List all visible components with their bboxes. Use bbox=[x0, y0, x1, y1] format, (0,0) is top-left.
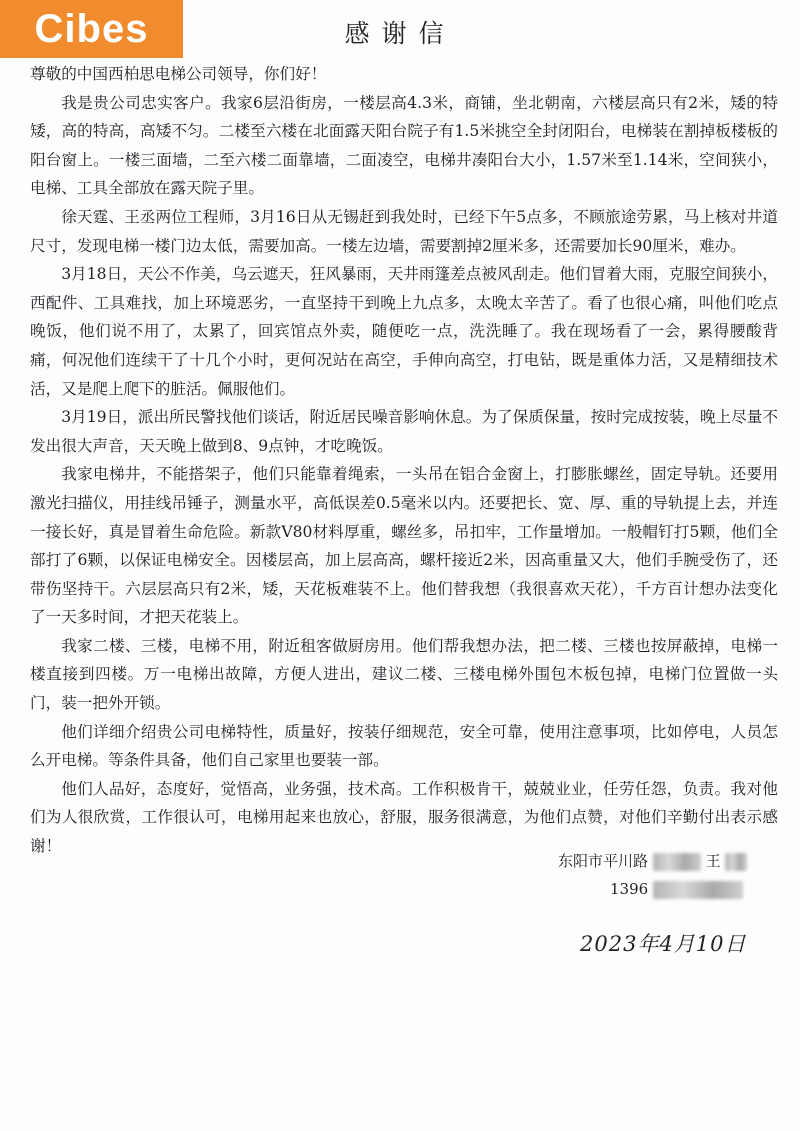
signature-address-line bbox=[558, 850, 798, 871]
salutation: 尊敬的中国西柏思电梯公司领导，你们好！ bbox=[30, 65, 327, 83]
paragraph-installation: 我家电梯井，不能搭架子，他们只能靠着绳索，一头吊在铝合金窗上，打膨胀螺丝，固定导轨。还要用激光扫描仪，用挂线吊锤子，测量水平，高低误差0.5毫米以内。还要把长、宽、厚、重的导轨提上去，并连一接长好，真是冒着生命危险。新款V80材料厚重，螺丝多，吊扣牢，工作量增加。一般帽钉打5颗，他们全部打了6颗，以保证电梯安全。因楼层高，加上层高高，螺杆接近2米，因高重量又大，他们手腕受伤了，还带伤坚持干。六层层高只有2米，矮，天花板难装不上。他们替我想（我很喜欢天花），千方百计想办法变化了一天多时间，才把天花装上。 bbox=[30, 465, 778, 627]
redacted-block bbox=[725, 853, 747, 871]
signature-phone-line bbox=[610, 880, 800, 899]
paragraph-explanation: 他们详细介绍贵公司电梯特性，质量好，按装仔细规范，安全可靠，使用注意事项，比如停电，人员怎么开电梯。等条件具备，他们自己家里也要装一部。 bbox=[30, 722, 778, 770]
paragraph-storm: 3月18日，天公不作美，乌云遮天，狂风暴雨，天井雨篷差点被风刮走。他们冒着大雨，克服空间狭小，西配件、工具难找，加上环境恶劣，一直坚持干到晚上九点多，太晚太辛苦了。看了也很心痛，叫他们吃点晚饭，他们说不用了，太累了，回宾馆点外卖，随便吃一点，洗洗睡了。我在现场看了一会，累得腰酸背痛，何况他们连续干了十几个小时，更何况站在高空，手伸向高空，打电钻，既是重体力活，又是精细技术活，又是爬上爬下的脏活。佩服他们。 bbox=[30, 265, 778, 398]
logo-text: Cibes bbox=[34, 6, 149, 51]
paragraph-praise: 他们人品好，态度好，觉悟高，业务强，技术高。工作积极肯干，兢兢业业，任劳任怨，负责。我对他们为人很欣赏，工作很认可，电梯用起来也放心，舒服，服务很满意，为他们点赞，对他们辛勤付出表示感谢！ bbox=[30, 779, 778, 856]
signature-name: 王 bbox=[705, 852, 721, 870]
paragraph-floors: 我家二楼、三楼，电梯不用，附近租客做厨房用。他们帮我想办法，把二楼、三楼也按屏蔽掉，电梯一楼直接到四楼。万一电梯出故障，方便人进出，建议二楼、三楼电梯外围包木板包掉，电梯门位置做一头门，装一把外开锁。 bbox=[30, 636, 778, 713]
signature-phone: 1396 bbox=[610, 880, 649, 898]
letter-date: 2023年4月10日 bbox=[580, 932, 747, 956]
letter-body bbox=[30, 60, 778, 861]
redacted-block bbox=[653, 881, 743, 899]
redacted-block bbox=[653, 853, 701, 871]
letter-title: 感谢信 bbox=[344, 19, 456, 48]
paragraph-police: 3月19日，派出所民警找他们谈话，附近居民噪音影响休息。为了保质保量，按时完成按装，晚上尽量不发出很大声音，天天晚上做到8、9点钟，才吃晚饭。 bbox=[30, 408, 778, 455]
signature-address: 东阳市平川路 bbox=[558, 852, 649, 870]
paragraph-intro: 我是贵公司忠实客户。我家6层沿街房，一楼层高4.3米，商铺，坐北朝南，六楼层高只有2米，矮的特矮，高的特高，高矮不匀。二楼至六楼在北面露天阳台院子有1.5米挑空全封闭阳台，电梯装在割掉板楼板的阳台窗上。一楼三面墙，二至六楼二面靠墙，二面凌空，电梯井凑阳台大小，1.57米至1.14米，空间狭小，电梯、工具全部放在露天院子里。 bbox=[30, 93, 778, 198]
paragraph-arrival: 徐天霆、王丞两位工程师，3月16日从无锡赶到我处时，已经下午5点多，不顾旅途劳累，马上核对井道尺寸，发现电梯一楼门边太低，需要加高。一楼左边墙，需要割掉2厘米多，还需要加长90厘米，难办。 bbox=[30, 207, 778, 255]
